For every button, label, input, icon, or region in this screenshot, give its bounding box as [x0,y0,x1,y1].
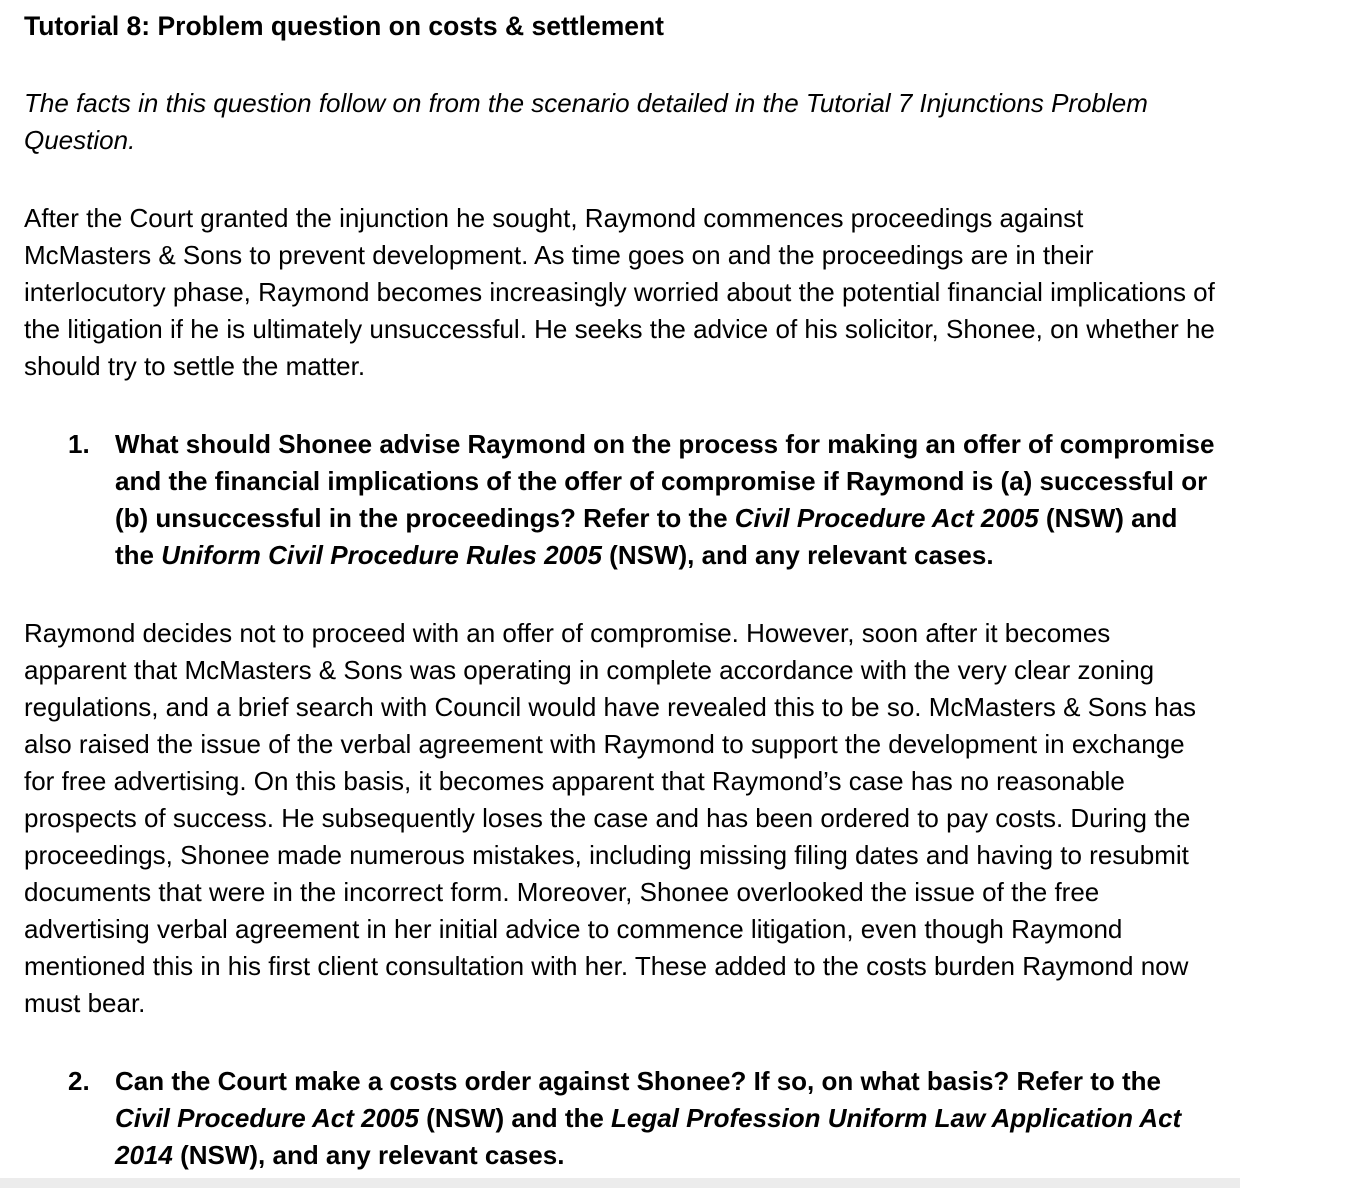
question-1 [24,426,1216,574]
question-2-act-title-1: Civil Procedure Act 2005 [115,1103,419,1133]
question-2 [24,1063,1216,1174]
paragraph-2: Raymond decides not to proceed with an offer of compromise. However, soon after it becomes apparent that McMasters & Sons was operating in complete accordance with the very clear zoning regulations, and a brief search with Council would have revealed this to be so. McMasters & Sons has also raised the issue of the verbal agreement with Raymond to support the development in exchange for free advertising. On this basis, it becomes apparent that Raymond’s case has no reasonable prospects of success. He subsequently loses the case and has been ordered to pay costs. During the proceedings, Shonee made numerous mistakes, including missing filing dates and having to resubmit documents that were in the incorrect form. Moreover, Shonee overlooked the issue of the free advertising verbal agreement in her initial advice to commence litigation, even though Raymond mentioned this in his first client consultation with her. These added to the costs burden Raymond now must bear. [24,618,1197,1018]
question-1-act-title-2: Uniform Civil Procedure Rules 2005 [161,540,602,570]
question-2-act-title-2: Legal Profession Uniform Law Application Act 2014 [115,1103,1182,1170]
page-bottom-edge [0,1178,1240,1188]
question-1-segment-4: (NSW), and any relevant cases. [601,540,994,570]
question-1-number: 1. [68,429,90,459]
question-1-segment-2: (NSW) and the [115,503,1178,570]
question-1-text [115,426,1216,574]
question-2-segment-2: (NSW) and the [418,1103,612,1133]
question-2-number: 2. [68,1066,90,1096]
question-1-segment-0: What should Shonee advise Raymond on the process for making an offer of compromise and the financial implications of the offer of compromise if Raymond is (a) successful or (b) unsuccessful in the proceedings? Refer to the [115,429,1215,533]
question-2-text [115,1063,1216,1174]
document-title: Tutorial 8: Problem question on costs & settlement [24,11,665,41]
intro-paragraph: The facts in this question follow on from the scenario detailed in the Tutorial 7 Injunctions Problem Question. [24,88,1148,155]
question-2-segment-0: Can the Court make a costs order against Shonee? If so, on what basis? Refer to the [115,1066,1161,1096]
question-2-segment-4: (NSW), and any relevant cases. [172,1140,565,1170]
paragraph-1: After the Court granted the injunction he sought, Raymond commences proceedings against McMasters & Sons to prevent development. As time goes on and the proceedings are in their interlocutory phase, Raymond becomes increasingly worried about the potential financial implications of the litigation if he is ultimately unsuccessful. He seeks the advice of his solicitor, Shonee, on whether he should try to settle the matter. [24,203,1215,381]
question-1-act-title-1: Civil Procedure Act 2005 [734,503,1039,533]
